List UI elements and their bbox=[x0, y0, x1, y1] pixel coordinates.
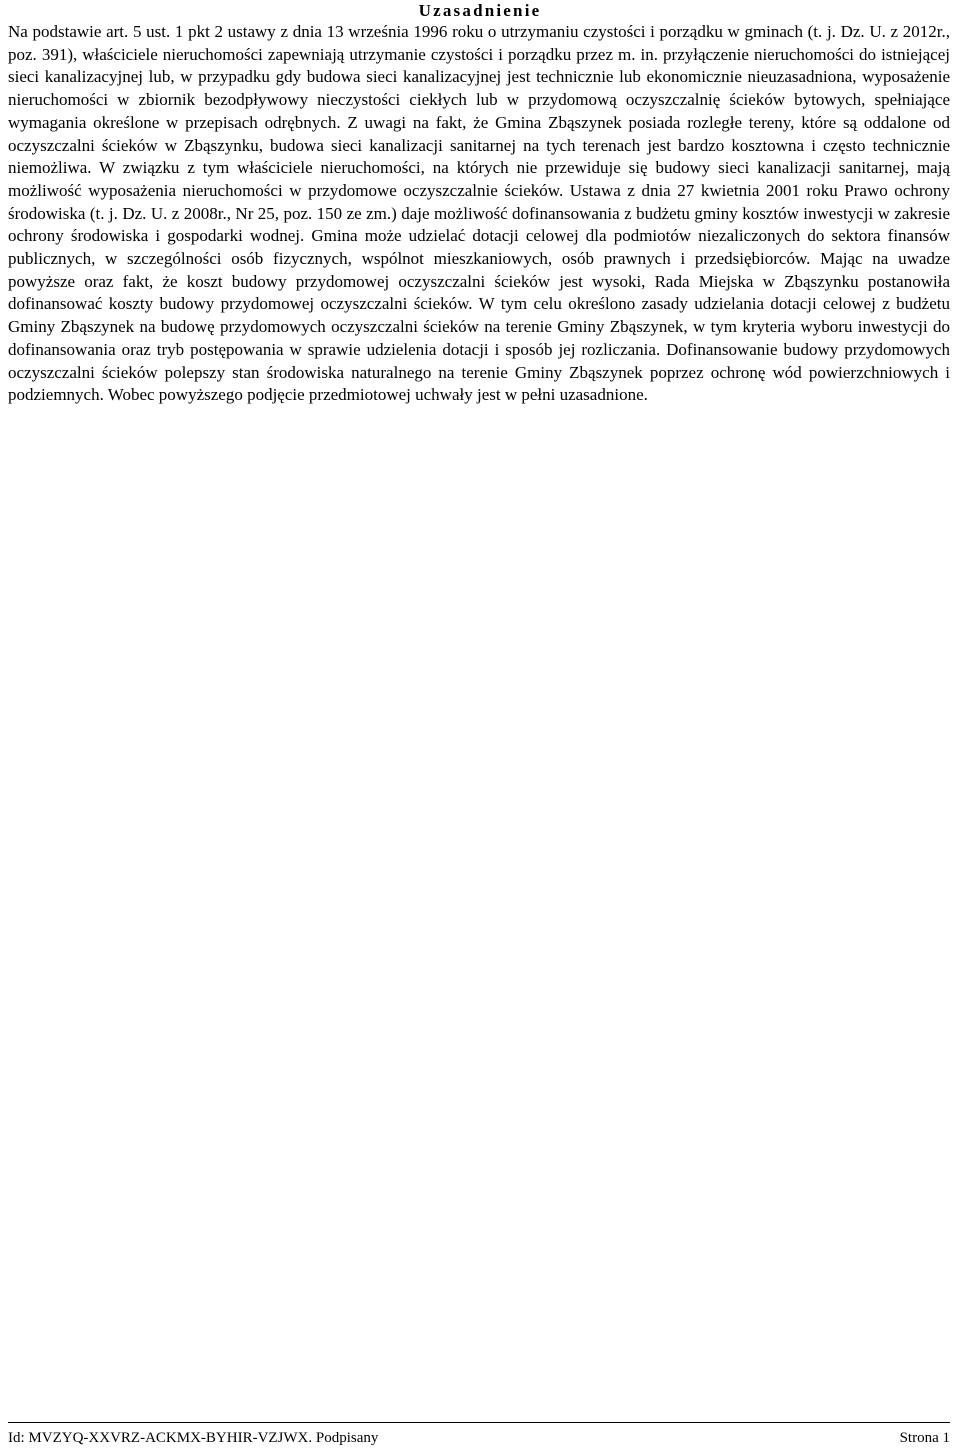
document-title: Uzasadnienie bbox=[418, 1, 542, 20]
page-number: Strona 1 bbox=[899, 1430, 950, 1446]
footer-divider bbox=[8, 1422, 950, 1423]
document-id: Id: MVZYQ-XXVRZ-ACKMX-BYHIR-VZJWX. Podpisany bbox=[8, 1430, 379, 1446]
document-body: Na podstawie art. 5 ust. 1 pkt 2 ustawy z dnia 13 września 1996 roku o utrzymaniu czystości i porządku w gminach (t. j. Dz. U. z 2012r., poz. 391), właściciele nieruchomości zapewniają utrzymanie czystości i porządku przez m. in. przyłączenie nieruchomości do istniejącej sieci kanalizacyjnej lub, w przypadku gdy budowa sieci kanalizacyjnej jest technicznie lub ekonomicznie nieuzasadniona, wyposażenie nieruchomości w zbiornik bezodpływowy nieczystości ciekłych lub w przydomową oczyszczalnię ścieków bytowych, spełniające wymagania określone w przepisach odrębnych. Z uwagi na fakt, że Gmina Zbąszynek posiada rozległe tereny, które są oddalone od oczyszczalni ścieków w Zbąszynku, budowa sieci kanalizacji sanitarnej na tych terenach jest bardzo kosztowna i często technicznie niemożliwa. W związku z tym właściciele nieruchomości, na których nie przewiduje się budowy sieci kanalizacji sanitarnej, mają możliwość wyposażenia nieruchomości w przydomowe oczyszczalnie ścieków. Ustawa z dnia 27 kwietnia 2001 roku Prawo ochrony środowiska (t. j. Dz. U. z 2008r., Nr 25, poz. 150 ze zm.) daje możliwość dofinansowania z budżetu gminy kosztów inwestycji w zakresie ochrony środowiska i gospodarki wodnej. Gmina może udzielać dotacji celowej dla podmiotów niezaliczonych do sektora finansów publicznych, w szczególności osób fizycznych, wspólnot mieszkaniowych, osób prawnych i przedsiębiorców. Mając na uwadze powyższe oraz fakt, że koszt budowy przydomowej oczyszczalni ścieków jest wysoki, Rada Miejska w Zbąszynku postanowiła dofinansować koszty budowy przydomowej oczyszczalni ścieków. W tym celu określono zasady udzielania dotacji celowej z budżetu Gminy Zbąszynek na budowę przydomowych oczyszczalni ścieków na terenie Gminy Zbąszynek, w tym kryteria wyboru inwestycji do dofinansowania oraz tryb postępowania w sprawie udzielenia dotacji i sposób jej rozliczania. Dofinansowanie budowy przydomowych oczyszczalni ścieków polepszy stan środowiska naturalnego na terenie Gminy Zbąszynek poprzez ochronę wód powierzchniowych i podziemnych. Wobec powyższego podjęcie przedmiotowej uchwały jest w pełni uzasadnione. bbox=[8, 22, 950, 405]
